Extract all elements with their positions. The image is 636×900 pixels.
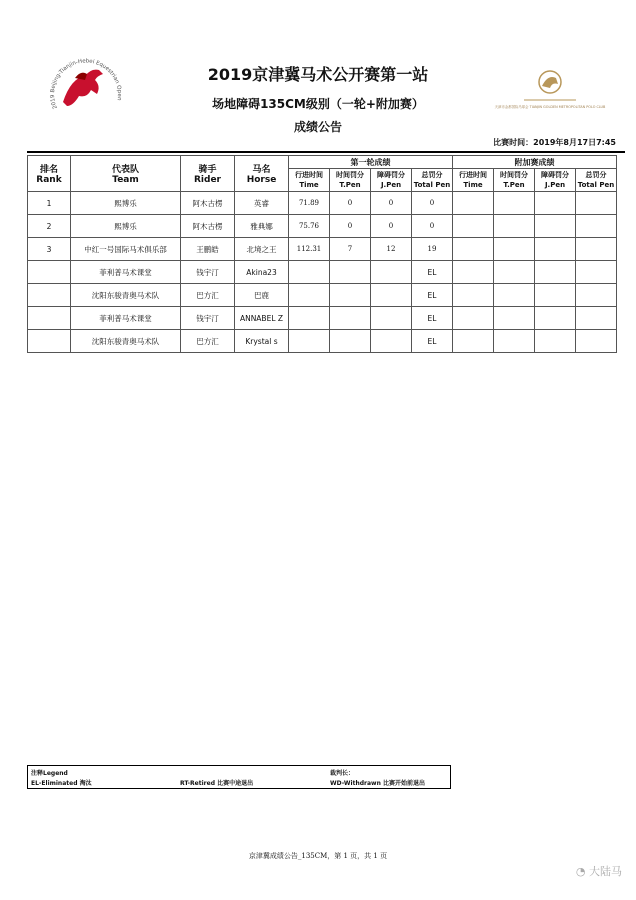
cell-jumpoff-empty — [494, 284, 535, 307]
cell-jumpoff-empty — [576, 238, 617, 261]
col-r1-tpen: 时间罚分 T.Pen — [330, 169, 371, 192]
cell-jpen — [371, 284, 412, 307]
cell-tpen — [330, 284, 371, 307]
cell-jumpoff-empty — [535, 238, 576, 261]
cell-jumpoff-empty — [494, 261, 535, 284]
col-jo-total: 总罚分 Total Pen — [576, 169, 617, 192]
cell-jumpoff-empty — [453, 284, 494, 307]
cell-jpen — [371, 330, 412, 353]
cell-rider: 阿木古楞 — [181, 215, 235, 238]
cell-jumpoff-empty — [453, 238, 494, 261]
cell-rank — [28, 261, 71, 284]
cell-tpen — [330, 330, 371, 353]
club-logo-text: 天津市金都国际马球会 TIANJIN GOLDEN METROPOLITAN POLO CLUB — [494, 105, 606, 109]
col-r1-jpen: 障碍罚分 J.Pen — [371, 169, 412, 192]
cell-total: EL — [412, 261, 453, 284]
cell-jumpoff-empty — [453, 192, 494, 215]
table-row — [28, 215, 617, 238]
cell-horse: Akina23 — [235, 261, 289, 284]
cell-rank: 3 — [28, 238, 71, 261]
cell-team: 中红一号国际马术俱乐部 — [71, 238, 181, 261]
cell-total: EL — [412, 307, 453, 330]
cell-time: 112.31 — [289, 238, 330, 261]
logo-ring-text: 2019 Beijing-Tianjin-Hebei Equestrian Open — [49, 58, 123, 110]
legend-title: 注释Legend — [31, 770, 68, 777]
cell-jumpoff-empty — [576, 330, 617, 353]
cell-time — [289, 261, 330, 284]
cell-jumpoff-empty — [494, 215, 535, 238]
cell-jumpoff-empty — [535, 215, 576, 238]
legend-rt: RT-Retired 比赛中途退出 — [180, 780, 254, 787]
cell-rider: 巴方汇 — [181, 284, 235, 307]
cell-jumpoff-empty — [535, 192, 576, 215]
col-group-jumpoff: 附加赛成绩 — [453, 156, 617, 169]
page-footer: 京津冀成绩公告_135CM，第 1 页，共 1 页 — [248, 852, 388, 860]
cell-jumpoff-empty — [494, 330, 535, 353]
cell-jumpoff-empty — [576, 192, 617, 215]
cell-jpen: 12 — [371, 238, 412, 261]
cell-tpen: 0 — [330, 192, 371, 215]
cell-jumpoff-empty — [576, 284, 617, 307]
legend-el: EL-Eliminated 淘汰 — [31, 780, 92, 787]
event-title: 2019京津冀马术公开赛第一站 — [207, 65, 429, 84]
cell-team: 菲利普马术课堂 — [71, 261, 181, 284]
cell-rider: 钱宇汀 — [181, 261, 235, 284]
legend-box — [27, 765, 451, 789]
col-jo-time: 行进时间 Time — [453, 169, 494, 192]
col-team: 代表队 Team — [71, 156, 181, 192]
cell-horse: 北境之王 — [235, 238, 289, 261]
header-divider — [27, 151, 625, 153]
cell-rank: 2 — [28, 215, 71, 238]
col-r1-total: 总罚分 Total Pen — [412, 169, 453, 192]
cell-team: 菲利普马术课堂 — [71, 307, 181, 330]
cell-team: 熙博乐 — [71, 215, 181, 238]
cell-time — [289, 284, 330, 307]
cell-rider: 王鹏皓 — [181, 238, 235, 261]
cell-tpen: 7 — [330, 238, 371, 261]
cell-tpen — [330, 261, 371, 284]
cell-total: EL — [412, 284, 453, 307]
chief-judge-label: 裁判长： — [330, 770, 355, 777]
match-time: 比赛时间：2019年8月17日7:45 — [493, 138, 616, 147]
cell-time — [289, 307, 330, 330]
col-rank: 排名 Rank — [28, 156, 71, 192]
cell-jumpoff-empty — [494, 307, 535, 330]
cell-jumpoff-empty — [453, 307, 494, 330]
cell-jumpoff-empty — [453, 215, 494, 238]
watermark — [576, 863, 622, 879]
cell-horse: 雅典娜 — [235, 215, 289, 238]
cell-jumpoff-empty — [535, 261, 576, 284]
cell-jumpoff-empty — [576, 261, 617, 284]
table-row — [28, 192, 617, 215]
cell-jumpoff-empty — [535, 284, 576, 307]
cell-tpen — [330, 307, 371, 330]
cell-jumpoff-empty — [494, 238, 535, 261]
cell-jpen — [371, 307, 412, 330]
cell-jpen: 0 — [371, 192, 412, 215]
cell-team: 熙博乐 — [71, 192, 181, 215]
table-row — [28, 307, 617, 330]
cell-rank — [28, 307, 71, 330]
cell-jumpoff-empty — [494, 192, 535, 215]
cell-jpen: 0 — [371, 215, 412, 238]
cell-rider: 巴方汇 — [181, 330, 235, 353]
cell-jumpoff-empty — [576, 307, 617, 330]
class-subtitle: 场地障碍135CM级别（一轮+附加赛） — [212, 97, 424, 111]
legend-wd: WD-Withdrawn 比赛开始前退出 — [330, 780, 425, 787]
cell-team: 沈阳东骏青奥马术队 — [71, 330, 181, 353]
table-row — [28, 238, 617, 261]
cell-total: EL — [412, 330, 453, 353]
cell-horse: 巴鹿 — [235, 284, 289, 307]
cell-horse: ANNABEL Z — [235, 307, 289, 330]
col-r1-time: 行进时间 Time — [289, 169, 330, 192]
cell-tpen: 0 — [330, 215, 371, 238]
cell-time — [289, 330, 330, 353]
cell-jpen — [371, 261, 412, 284]
table-row — [28, 330, 617, 353]
cell-total: 19 — [412, 238, 453, 261]
cell-total: 0 — [412, 192, 453, 215]
cell-horse: Krystal s — [235, 330, 289, 353]
cell-rider: 阿木古楞 — [181, 192, 235, 215]
cell-rank — [28, 284, 71, 307]
cell-rank — [28, 330, 71, 353]
cell-jumpoff-empty — [453, 261, 494, 284]
results-body — [28, 192, 617, 353]
cell-team: 沈阳东骏青奥马术队 — [71, 284, 181, 307]
results-table — [27, 155, 617, 353]
cell-jumpoff-empty — [576, 215, 617, 238]
cell-jumpoff-empty — [535, 330, 576, 353]
cell-time: 75.76 — [289, 215, 330, 238]
cell-rider: 钱宇汀 — [181, 307, 235, 330]
table-row — [28, 261, 617, 284]
cell-jumpoff-empty — [453, 330, 494, 353]
cell-jumpoff-empty — [535, 307, 576, 330]
document-title: 成绩公告 — [293, 120, 342, 134]
table-row — [28, 284, 617, 307]
cell-total: 0 — [412, 215, 453, 238]
col-rider: 骑手 Rider — [181, 156, 235, 192]
col-jo-jpen: 障碍罚分 J.Pen — [535, 169, 576, 192]
col-horse: 马名 Horse — [235, 156, 289, 192]
cell-rank: 1 — [28, 192, 71, 215]
cell-horse: 英睿 — [235, 192, 289, 215]
cell-time: 71.89 — [289, 192, 330, 215]
col-group-round1: 第一轮成绩 — [289, 156, 453, 169]
col-jo-tpen: 时间罚分 T.Pen — [494, 169, 535, 192]
watermark-text: 大陆马 — [589, 865, 622, 878]
wechat-icon: ◔ — [575, 865, 586, 878]
